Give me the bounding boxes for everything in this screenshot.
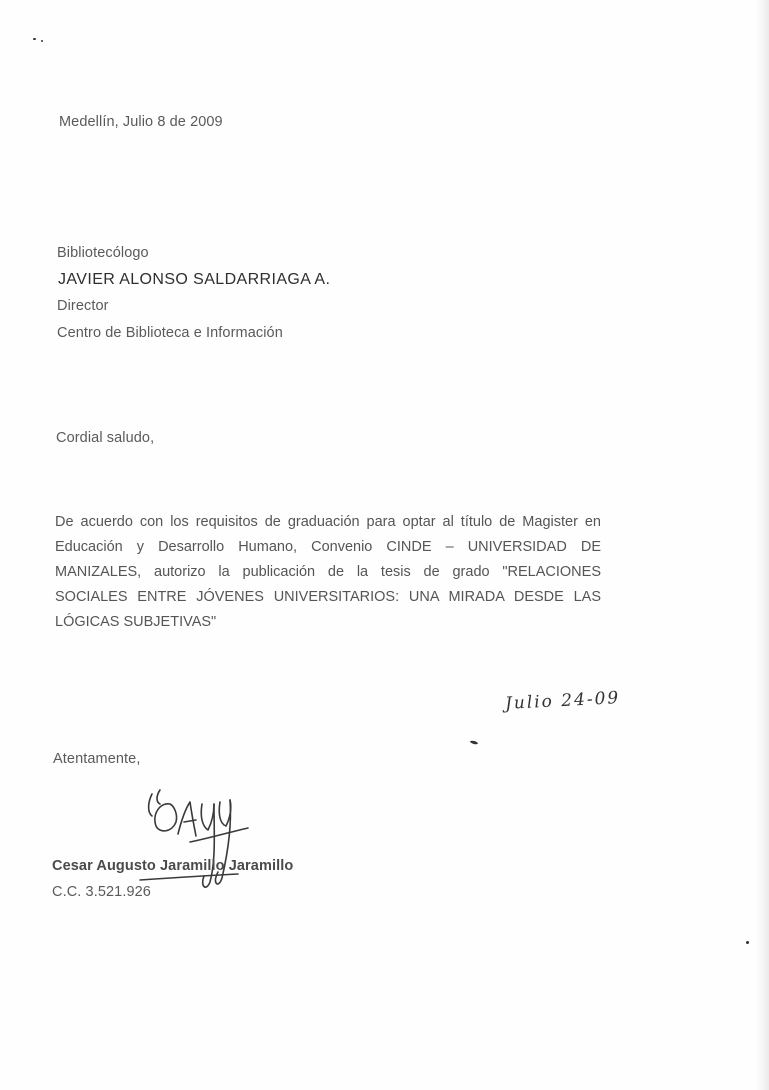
body-line: Educación y Desarrollo Humano, Convenio CINDE – UNIVERSIDAD DE — [55, 539, 601, 555]
recipient-department: Centro de Biblioteca e Información — [57, 325, 283, 341]
greeting: Cordial saludo, — [56, 430, 155, 446]
signer-name: Cesar Augusto Jaramillo Jaramillo — [52, 858, 294, 874]
recipient-name: JAVIER ALONSO SALDARRIAGA A. — [58, 271, 331, 288]
recipient-title: Bibliotecólogo — [57, 245, 149, 261]
scan-speck — [41, 40, 43, 42]
body-paragraph — [55, 510, 601, 635]
body-line: SOCIALES ENTRE JÓVENES UNIVERSITARIOS: UNA MIRADA DESDE LAS — [55, 589, 601, 605]
body-line: MANIZALES, autorizo la publicación de la tesis de grado "RELACIONES — [55, 564, 601, 580]
scan-edge-shadow — [755, 0, 769, 1090]
body-line: LÓGICAS SUBJETIVAS" — [55, 614, 217, 630]
body-line: De acuerdo con los requisitos de graduación para optar al título de Magister en — [55, 514, 601, 530]
scan-speck — [746, 941, 749, 944]
scan-speck — [33, 38, 36, 40]
closing: Atentamente, — [53, 751, 141, 767]
recipient-role: Director — [57, 298, 109, 314]
scan-speck — [470, 740, 479, 745]
signer-id: C.C. 3.521.926 — [52, 884, 151, 900]
place-date: Medellín, Julio 8 de 2009 — [59, 114, 223, 130]
handwritten-date-note: Julio 24-09 — [504, 687, 621, 715]
